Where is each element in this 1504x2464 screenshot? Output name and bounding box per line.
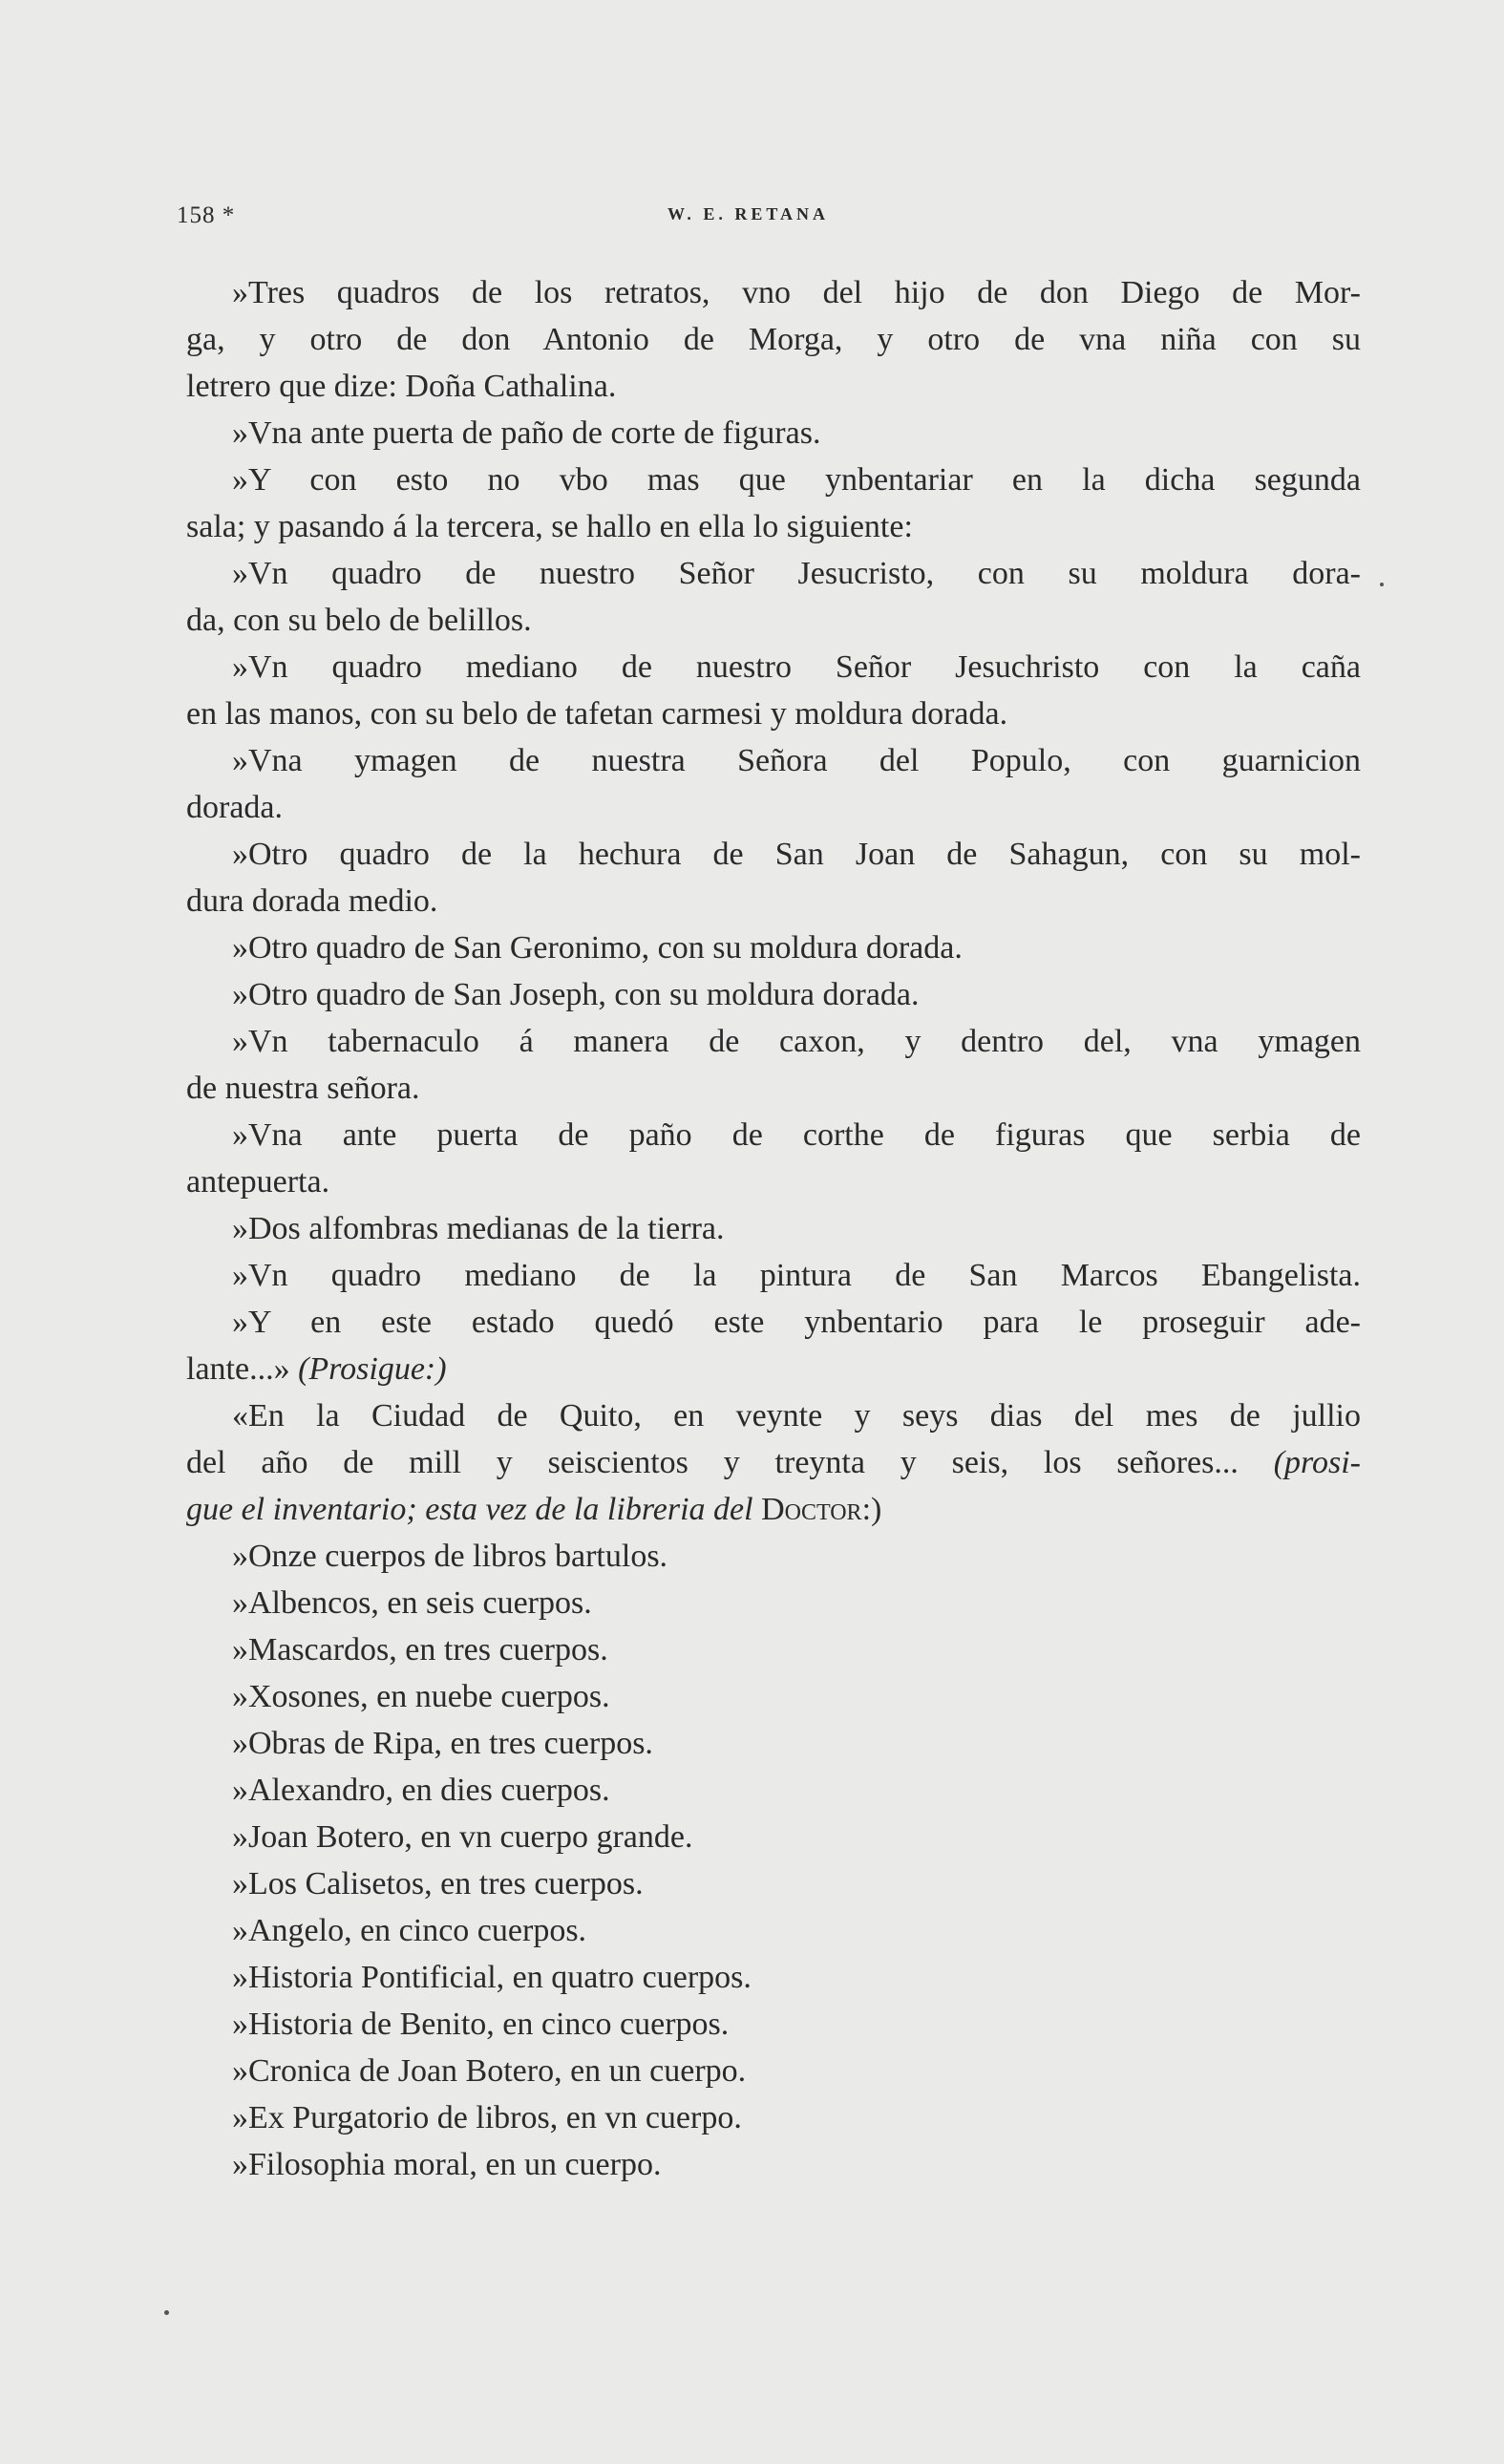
print-speck [164, 2310, 169, 2315]
page-body [186, 269, 1361, 2188]
text-line [186, 1439, 1361, 1486]
text-line: »Otro quadro de la hechura de San Joan de Sahagun, con su mol- [232, 837, 1361, 872]
library-intro [186, 1392, 1361, 1486]
text-line: dorada. [186, 790, 284, 825]
text-line: en las manos, con su belo de tafetan carmesi y moldura dorada. [186, 696, 1008, 732]
text-line: »Mascardos, en tres cuerpos. [232, 1632, 608, 1667]
text-line: »Historia Pontificial, en quatro cuerpos. [232, 1960, 752, 1995]
italic-segment: (prosi- [1273, 1445, 1361, 1480]
text-line: »Historia de Benito, en cinco cuerpos. [232, 2007, 730, 2042]
text-line: »Otro quadro de San Joseph, con su moldura dorada. [232, 977, 920, 1012]
text-segment: :) [861, 1492, 882, 1527]
text-line: »Vna ante puerta de paño de corte de figuras. [232, 415, 821, 451]
text-line [186, 1392, 1361, 1439]
text-line: letrero que dize: Doña Cathalina. [186, 369, 617, 404]
text-line: »Vn tabernaculo á manera de caxon, y dentro del, vna ymagen [232, 1024, 1361, 1059]
text-line: »Vna ymagen de nuestra Señora del Populo, con guarnicion [232, 743, 1361, 778]
print-speck [1380, 583, 1384, 586]
text-line: »Joan Botero, en vn cuerpo grande. [232, 1819, 693, 1855]
smallcaps-segment: Doctor [761, 1492, 862, 1527]
text-segment: del año de mill y seiscientos y treynta y seis, los señores... [186, 1445, 1274, 1480]
text-line: »Cronica de Joan Botero, en un cuerpo. [232, 2053, 747, 2089]
text-line: »Vna ante puerta de paño de corthe de figuras que serbia de [232, 1117, 1361, 1153]
text-line: »Obras de Ripa, en tres cuerpos. [232, 1726, 653, 1761]
text-segment: «En la Ciudad de Quito, en veynte y seys dias del mes de jullio [232, 1398, 1361, 1434]
text-line [186, 1346, 1361, 1392]
text-line: de nuestra señora. [186, 1071, 420, 1106]
text-line: »Otro quadro de San Geronimo, con su moldura dorada. [232, 930, 963, 966]
text-line: »Vn quadro mediano de la pintura de San Marcos Ebangelista. [232, 1258, 1361, 1293]
italic-segment: (Prosigue:) [298, 1351, 447, 1387]
text-line: »Alexandro, en dies cuerpos. [232, 1773, 610, 1808]
text-line: da, con su belo de belillos. [186, 603, 532, 638]
text-line: »Albencos, en seis cuerpos. [232, 1585, 592, 1621]
text-line: »Vn quadro de nuestro Señor Jesucristo, con su moldura dora- [232, 556, 1361, 591]
text-line: »Filosophia moral, en un cuerpo. [232, 2147, 662, 2182]
text-line: »Y con esto no vbo mas que ynbentariar en la dicha segunda [232, 462, 1361, 498]
text-line: »Tres quadros de los retratos, vno del hijo de don Diego de Mor- [232, 275, 1361, 310]
text-line: »Ex Purgatorio de libros, en vn cuerpo. [232, 2100, 742, 2135]
text-line: »Angelo, en cinco cuerpos. [232, 1913, 587, 1948]
text-line: »Vn quadro mediano de nuestro Señor Jesuchristo con la caña [232, 649, 1361, 685]
italic-segment: gue el inventario; esta vez de la libreria del [186, 1492, 762, 1527]
text-line: ga, y otro de don Antonio de Morga, y otro de vna niña con su [186, 322, 1361, 357]
inventory-paragraphs [186, 269, 1361, 1346]
page-number: 158 * [177, 202, 236, 228]
library-list [186, 1533, 1361, 2188]
text-line [186, 1486, 1361, 1533]
text-line: »Onze cuerpos de libros bartulos. [232, 1539, 668, 1574]
text-line: dura dorada medio. [186, 883, 438, 919]
text-line: »Los Calisetos, en tres cuerpos. [232, 1866, 644, 1901]
text-segment: lante...» [186, 1351, 299, 1387]
text-line: »Y en este estado quedó este ynbentario para le proseguir ade- [232, 1305, 1361, 1340]
text-line: sala; y pasando á la tercera, se hallo en ella lo siguiente: [186, 509, 913, 544]
page-header [177, 202, 1361, 241]
text-line: »Xosones, en nuebe cuerpos. [232, 1679, 610, 1714]
text-line: »Dos alfombras medianas de la tierra. [232, 1211, 725, 1246]
text-line: antepuerta. [186, 1164, 330, 1200]
running-head: W. E. RETANA [667, 204, 830, 223]
